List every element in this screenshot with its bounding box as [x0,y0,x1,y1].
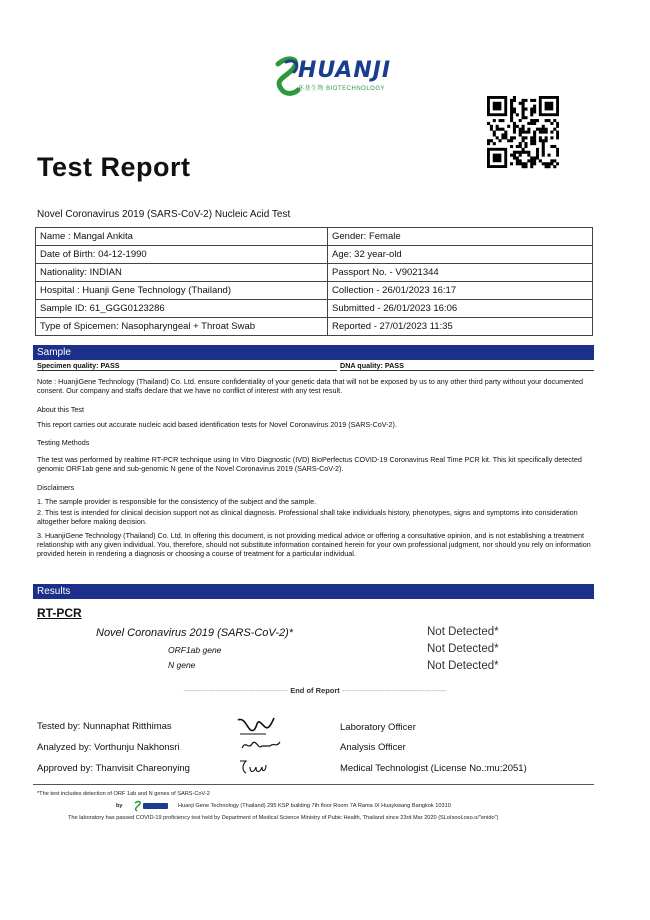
analyzed-role: Analysis Officer [340,742,406,753]
logo-wordmark: HUANJI [298,58,392,83]
method-heading: RT-PCR [37,606,82,620]
info-passport: Passport No. - V9021344 [328,264,593,282]
result-gene2-value: Not Detected* [427,660,499,672]
info-name: Name : Mangal Ankita [36,228,328,246]
footer-accreditation: The laboratory has passed COVID-19 proficiency test held by Department of Medical Science Ministry of Pubic Health, Thailand since 23rd Mar 2020 (SLoIsooLoso.o/"enido") [68,815,499,821]
methods-text: The test was performed by realtime RT-PCR technique using In Vitro Diagnostic (IVD) BioPerfectus COVID-19 Coronavirus Real Time PCR kit. This kit specifically detected genomic ORF1ab gene and sub-genomic N gene of the Novel Coronavirus 2019 (SARS-CoV-2). [37,455,582,473]
result-target-name: Novel Coronavirus 2019 (SARS-CoV-2)* [96,627,294,639]
dna-quality: DNA quality: PASS [340,361,594,371]
analyzed-by: Analyzed by: Vorthunju Nakhonsri [37,742,180,753]
signature-tested-icon [236,714,276,738]
result-gene1-name: ORF1ab gene [168,645,222,655]
methods-heading: Testing Methods [37,438,90,447]
info-submitted: Submitted - 26/01/2023 16:06 [328,300,593,318]
sample-section-bar: Sample [33,345,594,360]
result-gene2-name: N gene [168,660,196,670]
patient-info-table [35,227,593,336]
about-text: This report carries out accurate nucleic acid based identification tests for Novel Coronavirus 2019 (SARS-CoV-2). [37,420,397,429]
info-sample-id: Sample ID: 61_GGG0123286 [36,300,328,318]
results-section-bar: Results [33,584,594,599]
info-dob: Date of Birth: 04-12-1990 [36,246,328,264]
disclaimer-3: 3. HuanjiGene Technology (Thailand) Co. Ltd. In offering this document, is not providing medical advice or offering a consultative opinion, and is not establishing a treatment relationship with any given individual. You, therefore, should not substitute information contained herein for your own professional judgment, nor should you rely on information provided herein in rendering a diagnosis or choosing a course of treatment for a particular individual. [37,531,591,558]
about-heading: About this Test [37,405,85,414]
disclaimer-2: 2. This test is intended for clinical decision support not as clinical diagnosis. Professional shall take individuals history, phenotypes, signs and symptoms into consideration altogether before making decision. [37,508,578,526]
footer-address: Huanji Gene Technology (Thailand) 295 KSP building 7th floor Room 7A Rama IX Huaykwang Bangkok 10310 [178,803,451,809]
footer-divider [33,784,594,785]
info-reported: Reported - 27/01/2023 11:35 [328,318,593,336]
table-row [36,282,593,300]
table-row [36,318,593,336]
approved-by: Approved by: Thanvisit Chareonying [37,763,190,774]
tested-role: Laboratory Officer [340,722,416,733]
end-of-report-label: End of Report [290,686,340,695]
result-gene1-value: Not Detected* [427,643,499,655]
table-row [36,264,593,282]
logo-subtitle: 环基生物 BIOTECHNOLOGY [298,86,386,92]
specimen-quality: Specimen quality: PASS [37,361,337,371]
info-specimen-type: Type of Spicemen: Nasopharyngeal + Throat Swab [36,318,328,336]
qr-code-icon [487,96,559,194]
footer-by: by [116,803,123,809]
footer-note: *The test includes detection of ORF 1ab and N genes of SARS-CoV-2 [37,791,210,797]
signature-approved-icon [238,757,268,777]
info-collection: Collection - 26/01/2023 16:17 [328,282,593,300]
info-hospital: Hospital : Huanji Gene Technology (Thailand) [36,282,328,300]
info-gender: Gender: Female [328,228,593,246]
tested-by: Tested by: Nunnaphat Ritthimas [37,721,172,732]
huanji-small-logo-icon [132,800,170,812]
signature-analyzed-icon [240,738,282,752]
info-age: Age: 32 year-old [328,246,593,264]
result-target-value: Not Detected* [427,626,499,638]
table-row [36,300,593,318]
info-nationality: Nationality: INDIAN [36,264,328,282]
approved-role: Medical Technologist (License No.:mu:2051) [340,763,527,774]
test-subtitle: Novel Coronavirus 2019 (SARS-CoV-2) Nucleic Acid Test [37,209,291,220]
table-row [36,228,593,246]
disclaimer-1: 1. The sample provider is responsible for the consistency of the subject and the sample. [37,497,317,506]
confidentiality-note: Note : HuanjiGene Technology (Thailand) Co. Ltd. ensure confidentiality of your genetic data that will not be exposed by us to any other third party without your documented consent. Our company and staffs declare that we have no conflict of interest with any test result. [37,377,584,395]
page-title: Test Report [37,152,191,182]
disclaimers-heading: Disclaimers [37,483,75,492]
end-of-report: ------------------------------------------ End of Report ------------------------------------------ [183,686,447,695]
table-row [36,246,593,264]
